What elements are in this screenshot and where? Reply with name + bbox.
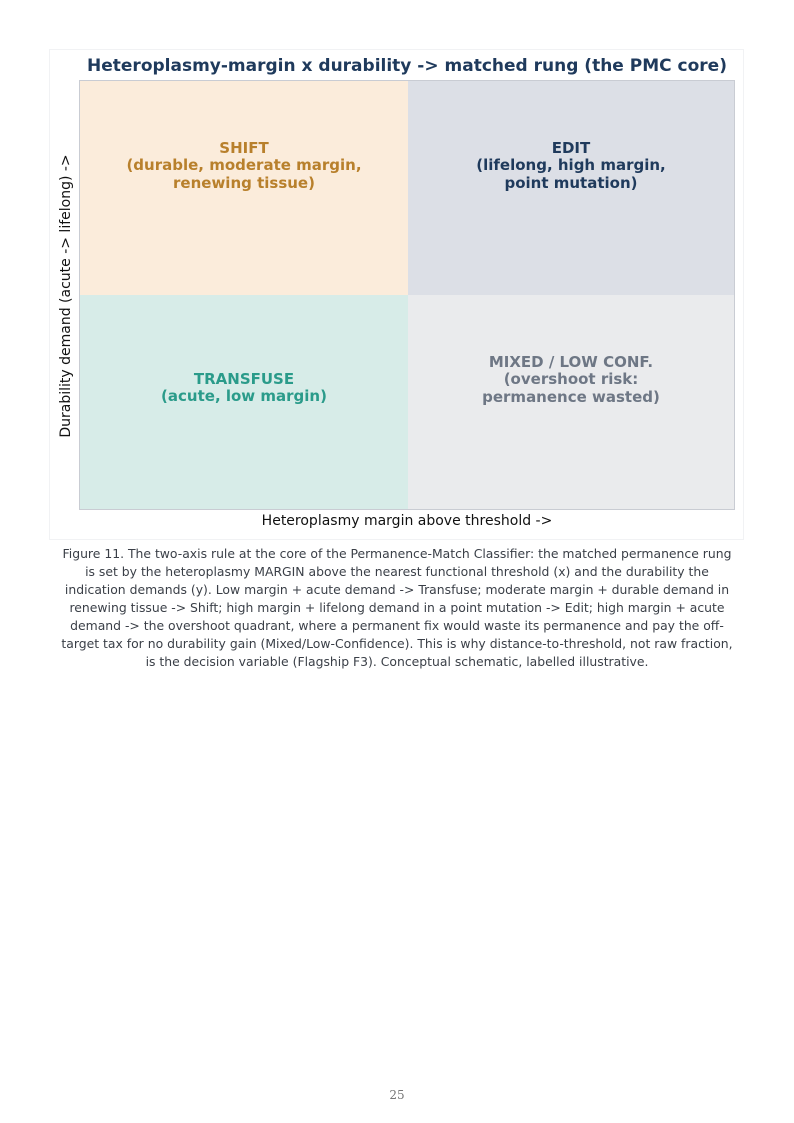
caption-line: Figure 11. The two-axis rule at the core of the Permanence-Match Classifier: the matched permanence rung <box>62 546 732 561</box>
caption-line: demand -> the overshoot quadrant, where a permanent fix would waste its permanence and pay the off- <box>70 618 724 633</box>
quadrant-edit <box>408 81 734 295</box>
quadrant-transfuse <box>80 295 408 509</box>
caption-line: renewing tissue -> Shift; high margin + lifelong demand in a point mutation -> Edit; high margin + acute <box>69 600 725 615</box>
quadrant-shift <box>80 81 408 295</box>
quadrant-grid <box>79 80 735 510</box>
figure-title: Heteroplasmy-margin x durability -> matched rung (the PMC core) <box>87 56 727 76</box>
x-axis-label: Heteroplasmy margin above threshold -> <box>261 513 553 529</box>
caption-line: target tax for no durability gain (Mixed/Low-Confidence). This is why distance-to-threshold, not raw fraction, <box>61 636 733 651</box>
quadrant-edit-label: EDIT (lifelong, high margin, point mutation) <box>476 138 666 192</box>
caption-line: is the decision variable (Flagship F3). Conceptual schematic, labelled illustrative. <box>145 654 649 669</box>
page-number: 25 <box>389 1088 405 1102</box>
quadrant-mixed-label: MIXED / LOW CONF. (overshoot risk: permanence wasted) <box>482 352 660 406</box>
quadrant-mixed <box>408 295 734 509</box>
caption-line: indication demands (y). Low margin + acute demand -> Transfuse; moderate margin + durable demand in <box>64 582 730 597</box>
caption-line: is set by the heteroplasmy MARGIN above the nearest functional threshold (x) and the durability the <box>85 564 709 579</box>
quadrant-transfuse-label: TRANSFUSE (acute, low margin) <box>161 369 327 405</box>
y-axis-label: Durability demand (acute -> lifelong) -> <box>58 154 74 438</box>
figure-caption <box>52 545 742 671</box>
quadrant-shift-label: SHIFT (durable, moderate margin, renewing tissue) <box>126 138 362 192</box>
